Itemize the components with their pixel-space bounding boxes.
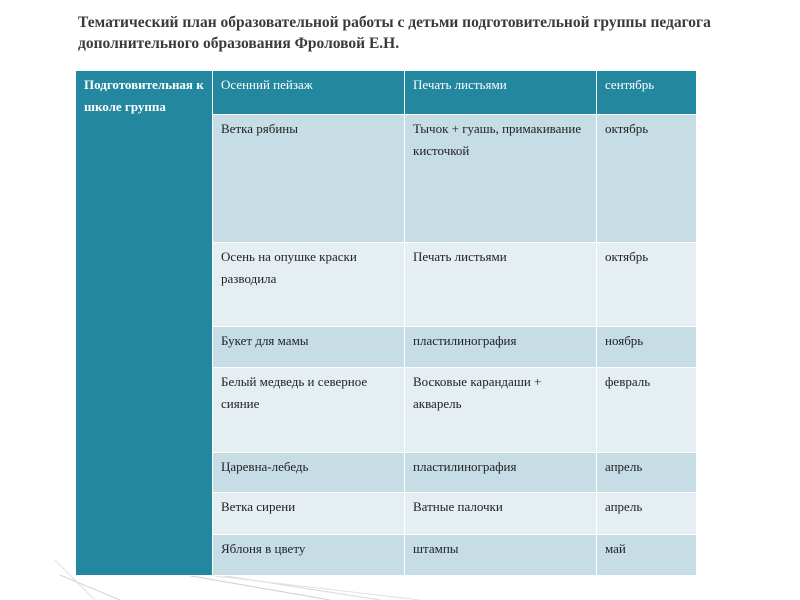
theme-cell: Царевна-лебедь — [213, 453, 405, 493]
month-cell: сентябрь — [597, 71, 697, 115]
month-cell: февраль — [597, 368, 697, 453]
table-row — [76, 71, 697, 115]
technique-cell: пластилинография — [405, 453, 597, 493]
month-cell: апрель — [597, 453, 697, 493]
technique-cell: Тычок + гуашь, примакивание кисточкой — [405, 115, 597, 243]
theme-cell: Ветка рябины — [213, 115, 405, 243]
month-cell: октябрь — [597, 243, 697, 327]
technique-cell: штампы — [405, 535, 597, 576]
theme-cell: Белый медведь и северное сияние — [213, 368, 405, 453]
theme-cell: Осень на опушке краски разводила — [213, 243, 405, 327]
month-cell: апрель — [597, 493, 697, 535]
technique-cell: Печать листьями — [405, 243, 597, 327]
technique-cell: Ватные палочки — [405, 493, 597, 535]
page-title: Тематический план образовательной работы с детьми подготовительной группы педагога дополнительного образования Фроловой Е.Н. — [78, 14, 711, 52]
theme-cell: Ветка сирени — [213, 493, 405, 535]
technique-cell: Печать листьями — [405, 71, 597, 115]
technique-cell: пластилинография — [405, 327, 597, 368]
month-cell: октябрь — [597, 115, 697, 243]
thematic-plan-table — [75, 70, 697, 576]
group-label-cell: Подготовительная к школе группа — [76, 71, 213, 576]
theme-cell: Букет для мамы — [213, 327, 405, 368]
theme-cell: Яблоня в цвету — [213, 535, 405, 576]
month-cell: май — [597, 535, 697, 576]
month-cell: ноябрь — [597, 327, 697, 368]
theme-cell: Осенний пейзаж — [213, 71, 405, 115]
technique-cell: Восковые карандаши + акварель — [405, 368, 597, 453]
